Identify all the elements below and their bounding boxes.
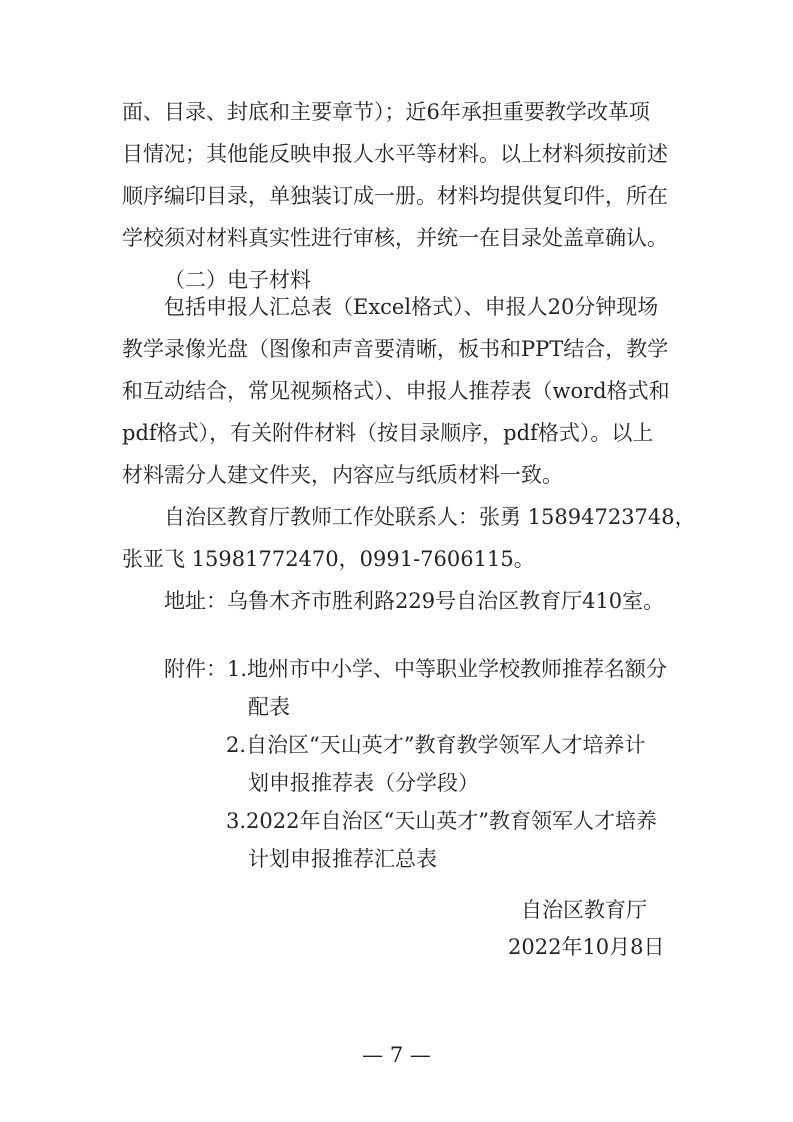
page-number: — 7 — [362, 1043, 431, 1067]
attachment-1-title: 1.地州市中小学、中等职业学校教师推荐名额分 [227, 657, 668, 681]
attachments-label-line [164, 650, 724, 688]
body-line-2: 目情况；其他能反映申报人水平等材料。以上材料须按前述 [122, 142, 668, 166]
body-line-3: 顺序编印目录，单独装订成一册。材料均提供复印件，所在 [122, 184, 668, 208]
attachment-2-cont: 划申报推荐表（分学段） [248, 771, 479, 795]
contact-line-2: 张亚飞 15981772470，0991-7606115。 [122, 547, 535, 571]
body-line-4: 学校须对材料真实性进行审核，并统一在目录处盖章确认。 [122, 226, 668, 250]
electronic-line-2: 教学录像光盘（图像和声音要清晰，板书和PPT结合，教学 [122, 337, 669, 361]
electronic-line-5: 材料需分人建文件夹，内容应与纸质材料一致。 [122, 463, 563, 487]
electronic-line-4: pdf格式），有关附件材料（按目录顺序，pdf格式）。以上 [122, 421, 654, 445]
section-heading: （二）电子材料 [164, 268, 311, 292]
electronic-line-3: 和互动结合，常见视频格式）、申报人推荐表（word格式和 [122, 379, 670, 403]
attachment-3-cont: 计划申报推荐汇总表 [248, 847, 437, 871]
signature-date: 2022年10月8日 [508, 935, 665, 959]
attachment-1-cont: 配表 [248, 695, 290, 719]
attachments-label: 附件： [164, 657, 227, 681]
electronic-line-1: 包括申报人汇总表（Excel格式）、申报人20分钟现场 [164, 295, 659, 319]
attachment-2-title: 2.自治区“天山英才”教育教学领军人才培养计 [226, 733, 646, 757]
attachment-3-title: 3.2022年自治区“天山英才”教育领军人才培养 [226, 809, 657, 833]
address-line: 地址：乌鲁木齐市胜利路229号自治区教育厅410室。 [164, 589, 665, 613]
body-line-1: 面、目录、封底和主要章节）；近6年承担重要教学改革项 [122, 100, 650, 124]
contact-line-1: 自治区教育厅教师工作处联系人：张勇 15894723748， [164, 505, 696, 529]
signature-org: 自治区教育厅 [521, 898, 647, 922]
